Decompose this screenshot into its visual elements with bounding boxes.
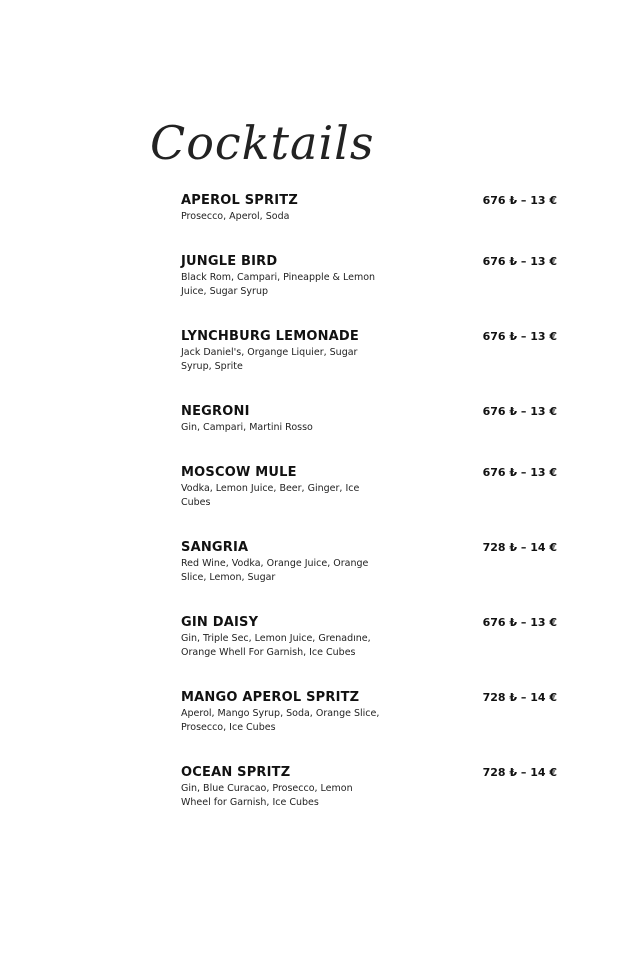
menu-title: Cocktails	[150, 116, 375, 170]
item-price: 676 ₺ – 13 €	[482, 466, 557, 479]
item-name: APEROL SPRITZ	[181, 193, 298, 208]
item-price: 676 ₺ – 13 €	[482, 330, 557, 343]
item-header	[181, 465, 557, 481]
item-name: JUNGLE BIRD	[181, 254, 278, 269]
item-name: GIN DAISY	[181, 615, 259, 630]
item-description: Black Rom, Campari, Pineapple & Lemon Juice, Sugar Syrup	[181, 272, 376, 297]
item-price: 676 ₺ – 13 €	[482, 194, 557, 207]
item-header	[181, 690, 557, 706]
menu-item	[181, 690, 561, 735]
menu-item	[181, 329, 561, 374]
item-price: 728 ₺ – 14 €	[482, 541, 557, 554]
menu-item	[181, 193, 561, 224]
item-name: SANGRIA	[181, 540, 249, 555]
item-price: 676 ₺ – 13 €	[482, 616, 557, 629]
item-description: Red Wine, Vodka, Orange Juice, Orange Slice, Lemon, Sugar	[181, 558, 369, 583]
item-description: Gin, Blue Curacao, Prosecco, Lemon Wheel for Garnish, Ice Cubes	[181, 783, 353, 808]
menu-item	[181, 254, 561, 299]
item-header	[181, 193, 557, 209]
item-price: 728 ₺ – 14 €	[482, 691, 557, 704]
item-description: Gin, Triple Sec, Lemon Juice, Grenadıne, Orange Whell For Garnish, Ice Cubes	[181, 633, 371, 658]
item-header	[181, 329, 557, 345]
item-name: OCEAN SPRITZ	[181, 765, 291, 780]
menu-item	[181, 765, 561, 810]
item-price: 676 ₺ – 13 €	[482, 255, 557, 268]
item-header	[181, 765, 557, 781]
menu-item	[181, 465, 561, 510]
item-name: MANGO APEROL SPRITZ	[181, 690, 360, 705]
menu-item	[181, 540, 561, 585]
item-description: Gin, Campari, Martini Rosso	[181, 422, 313, 433]
item-name: NEGRONI	[181, 404, 250, 419]
item-price: 728 ₺ – 14 €	[482, 766, 557, 779]
menu-item	[181, 404, 561, 435]
item-header	[181, 540, 557, 556]
item-description: Vodka, Lemon Juice, Beer, Ginger, Ice Cubes	[181, 483, 360, 508]
item-name: MOSCOW MULE	[181, 465, 297, 480]
cocktail-list	[181, 193, 561, 840]
item-description: Prosecco, Aperol, Soda	[181, 211, 290, 222]
item-description: Aperol, Mango Syrup, Soda, Orange Slice, Prosecco, Ice Cubes	[181, 708, 380, 733]
item-name: LYNCHBURG LEMONADE	[181, 329, 360, 344]
item-header	[181, 254, 557, 270]
item-price: 676 ₺ – 13 €	[482, 405, 557, 418]
item-header	[181, 615, 557, 631]
item-description: Jack Daniel's, Organge Liquier, Sugar Syrup, Sprite	[181, 347, 358, 372]
item-header	[181, 404, 557, 420]
menu-item	[181, 615, 561, 660]
